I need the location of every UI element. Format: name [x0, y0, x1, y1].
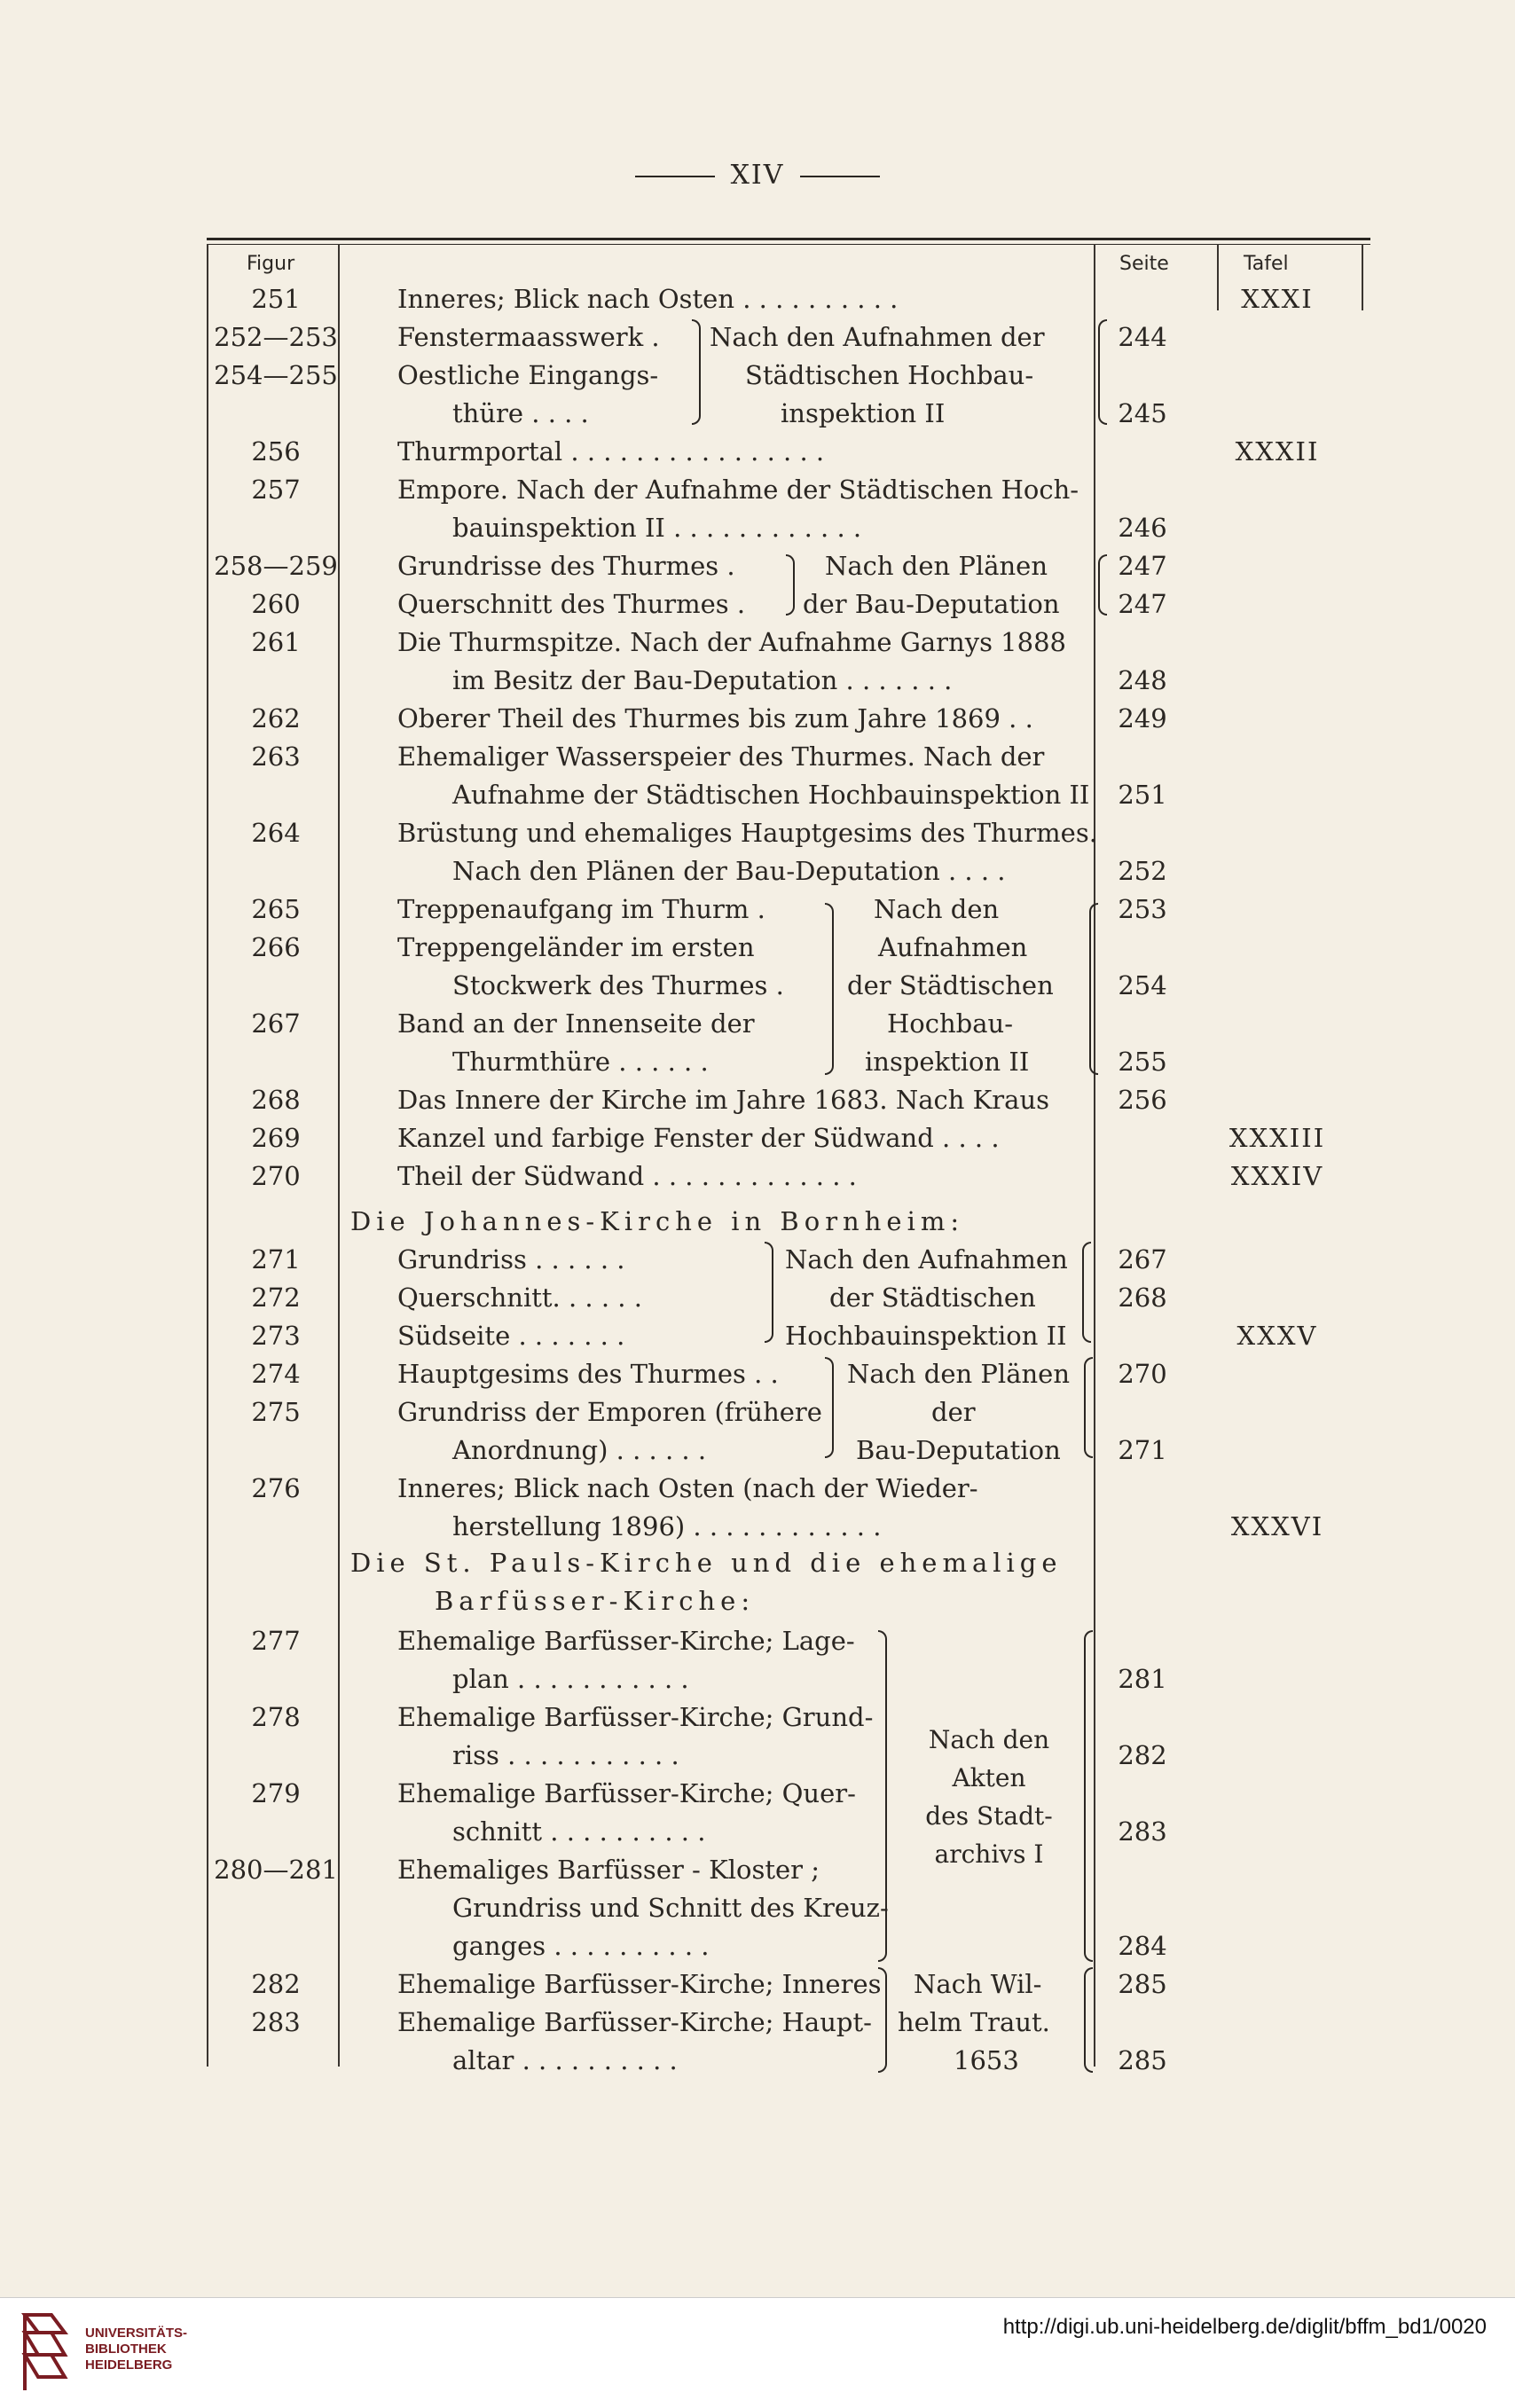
page-number-cell: 285: [1118, 2045, 1167, 2075]
page-number-cell: 282: [1118, 1740, 1167, 1770]
page-number-cell: 245: [1118, 398, 1167, 428]
table-row: [0, 665, 1515, 703]
table-row: [0, 1397, 1515, 1435]
figure-description: ganges . . . . . . . . . .: [452, 1931, 710, 1961]
table-row: [0, 1161, 1515, 1199]
figure-description: schnitt . . . . . . . . . .: [452, 1816, 706, 1847]
page-number-cell: 271: [1118, 1435, 1167, 1465]
plate-number: XXXIII: [1228, 1123, 1326, 1153]
figure-number: 278: [251, 1702, 301, 1732]
figure-source: inspektion II: [865, 1047, 1030, 1077]
table-row: [0, 856, 1515, 894]
brace: [1084, 1967, 1093, 2073]
figure-number: 272: [251, 1282, 301, 1313]
figure-description: Kanzel und farbige Fenster der Südwand . . . .: [397, 1123, 1000, 1153]
library-name-line3: HEIDELBERG: [85, 2357, 173, 2373]
section-heading-johannes: Die Johannes-Kirche in Bornheim:: [350, 1206, 965, 1236]
figure-number: 275: [251, 1397, 301, 1427]
library-name-line1: UNIVERSITÄTS-: [85, 2326, 188, 2341]
page-number-cell: 246: [1118, 513, 1167, 543]
brace: [878, 1967, 887, 2073]
table-row: [0, 1931, 1515, 1969]
figure-number: 258—259: [214, 551, 338, 581]
brace: [786, 554, 795, 616]
figure-description: Südseite . . . . . . .: [397, 1321, 625, 1351]
page-number-cell: 268: [1118, 1282, 1167, 1313]
figure-source: Städtischen Hochbau-: [745, 360, 1034, 390]
figure-description: Die Thurmspitze. Nach der Aufnahme Garnys 1888: [397, 627, 1066, 657]
figure-number: 277: [251, 1626, 301, 1656]
plate-number: XXXI: [1241, 284, 1314, 314]
figure-description: bauinspektion II . . . . . . . . . . . .: [452, 513, 862, 543]
viewer-footer: [0, 2297, 1515, 2408]
brace: [1089, 903, 1098, 1075]
table-row: [0, 703, 1515, 741]
header-seite: Seite: [1119, 253, 1169, 275]
figure-number: 280—281: [214, 1855, 338, 1885]
table-row: [0, 1435, 1515, 1473]
table-row: [0, 398, 1515, 436]
figure-number: 261: [251, 627, 301, 657]
table-row: [0, 1123, 1515, 1161]
page-number-cell: 267: [1118, 1244, 1167, 1275]
figure-number: 252—253: [214, 322, 338, 352]
figure-description: thüre . . . .: [452, 398, 589, 428]
figure-description: Inneres; Blick nach Osten (nach der Wieder-: [397, 1473, 978, 1503]
figure-description: Theil der Südwand . . . . . . . . . . . . .: [397, 1161, 857, 1191]
figure-description: Aufnahme der Städtischen Hochbauinspektion II: [452, 780, 1090, 810]
figure-source: Hochbauinspektion II: [785, 1321, 1067, 1351]
brace: [1084, 1357, 1093, 1458]
figure-description: Ehemalige Barfüsser-Kirche; Inneres: [397, 1969, 882, 1999]
figure-description: herstellung 1896) . . . . . . . . . . . .: [452, 1511, 882, 1541]
figure-number: 254—255: [214, 360, 338, 390]
library-name-line2: BIBLIOTHEK: [85, 2341, 167, 2357]
table-row: [0, 1282, 1515, 1321]
figure-number: 276: [251, 1473, 301, 1503]
figure-description: Treppengeländer im ersten: [397, 932, 755, 962]
figure-source: der: [931, 1397, 976, 1427]
page-number: XIV: [730, 160, 785, 191]
figure-source: Hochbau-: [887, 1008, 1013, 1039]
figure-description: Inneres; Blick nach Osten . . . . . . . . . .: [397, 284, 899, 314]
figure-description: Anordnung) . . . . . .: [452, 1435, 707, 1465]
table-row: [0, 1047, 1515, 1085]
table-row: [0, 627, 1515, 665]
figure-description: plan . . . . . . . . . . .: [452, 1664, 689, 1694]
table-row: [0, 1816, 1515, 1855]
figure-description: Hauptgesims des Thurmes . .: [397, 1359, 779, 1389]
plate-number: XXXVI: [1230, 1511, 1324, 1541]
table-row: [0, 1855, 1515, 1893]
figure-description: Nach den Plänen der Bau-Deputation . . . .: [452, 856, 1006, 886]
page-number-cell: 284: [1118, 1931, 1167, 1961]
table-row: [0, 1085, 1515, 1123]
page-number-cell: 247: [1118, 589, 1167, 619]
table-row: [0, 1893, 1515, 1931]
figure-source: der Städtischen: [847, 970, 1054, 1000]
figure-description: Oestliche Eingangs-: [397, 360, 659, 390]
table-row: [0, 1359, 1515, 1397]
ornament-left: [635, 176, 715, 177]
figure-description: Oberer Theil des Thurmes bis zum Jahre 1869 . .: [397, 703, 1033, 733]
page-number-cell: 249: [1118, 703, 1167, 733]
page-header: [0, 160, 1515, 191]
figure-number: 268: [251, 1085, 301, 1115]
figure-description: Grundriss der Emporen (frühere: [397, 1397, 822, 1427]
figure-number: 266: [251, 932, 301, 962]
brace: [825, 1357, 834, 1458]
figure-description: im Besitz der Bau-Deputation . . . . . . .: [452, 665, 953, 695]
figure-source: Nach den: [874, 894, 1000, 924]
figure-description: Ehemalige Barfüsser-Kirche; Lage-: [397, 1626, 855, 1656]
figure-description: altar . . . . . . . . . .: [452, 2045, 678, 2075]
header-figur: Figur: [247, 253, 295, 275]
figure-source: inspektion II: [781, 398, 946, 428]
figure-number: 274: [251, 1359, 301, 1389]
source-note-line: Akten: [952, 1763, 1026, 1792]
table-row: [0, 1740, 1515, 1778]
table-row: [0, 1778, 1515, 1816]
figure-description: Das Innere der Kirche im Jahre 1683. Nach Kraus: [397, 1085, 1050, 1115]
page-number-cell: 252: [1118, 856, 1167, 886]
table-row: [0, 2007, 1515, 2045]
figure-number: 264: [251, 818, 301, 848]
figure-source: 1653: [954, 2045, 1019, 2075]
figure-source: Nach den Aufnahmen: [785, 1244, 1068, 1275]
table-row: [0, 1511, 1515, 1549]
table-top-rule: [207, 238, 1370, 240]
page-number-cell: 247: [1118, 551, 1167, 581]
figure-number: 270: [251, 1161, 301, 1191]
section-heading-pauls: Die St. Pauls-Kirche und die ehemalige: [350, 1548, 1063, 1578]
figure-number: 262: [251, 703, 301, 733]
page-number-cell: 256: [1118, 1085, 1167, 1115]
page-number-cell: 281: [1118, 1664, 1167, 1694]
page-number-cell: 248: [1118, 665, 1167, 695]
source-note-akten: [900, 1721, 1078, 1873]
figure-number: 260: [251, 589, 301, 619]
figure-number: 283: [251, 2007, 301, 2037]
source-note-line: des Stadt-: [925, 1801, 1053, 1831]
figure-description: Querschnitt des Thurmes .: [397, 589, 746, 619]
figure-description: Ehemalige Barfüsser-Kirche; Quer-: [397, 1778, 856, 1808]
figure-number: 273: [251, 1321, 301, 1351]
library-name: [85, 2326, 187, 2373]
table-row: [0, 818, 1515, 856]
table-row: [0, 1702, 1515, 1740]
figure-source: Nach den Plänen: [825, 551, 1048, 581]
table-row: [0, 1626, 1515, 1664]
section-heading-barfuesser: Barfüsser-Kirche:: [435, 1586, 756, 1616]
figure-description: Thurmthüre . . . . . .: [452, 1047, 709, 1077]
table-row: [0, 589, 1515, 627]
figure-number: 269: [251, 1123, 301, 1153]
page-number-cell: 255: [1118, 1047, 1167, 1077]
source-note-line: archivs I: [934, 1839, 1044, 1869]
figure-number: 257: [251, 475, 301, 505]
table-row: [0, 1664, 1515, 1702]
brace: [878, 1630, 887, 1962]
brace: [1084, 1630, 1093, 1962]
table-row: [0, 741, 1515, 780]
table-row: [0, 780, 1515, 818]
figure-description: Grundrisse des Thurmes .: [397, 551, 735, 581]
figure-description: Ehemalige Barfüsser-Kirche; Haupt-: [397, 2007, 872, 2037]
table-row: [0, 1969, 1515, 2007]
figure-number: 279: [251, 1778, 301, 1808]
figure-number: 256: [251, 436, 301, 467]
figure-source: der Städtischen: [829, 1282, 1036, 1313]
page-number-cell: 254: [1118, 970, 1167, 1000]
figure-number: 263: [251, 741, 301, 772]
permalink-url[interactable]: http://digi.ub.uni-heidelberg.de/diglit/bffm_bd1/0020: [1002, 2315, 1487, 2339]
figure-number: 265: [251, 894, 301, 924]
figure-source: Aufnahmen: [878, 932, 1028, 962]
table-row: [0, 932, 1515, 970]
brace: [1098, 554, 1107, 616]
table-row: [0, 894, 1515, 932]
table-row: [0, 284, 1515, 322]
figure-description: Stockwerk des Thurmes .: [452, 970, 784, 1000]
figure-number: 251: [251, 284, 301, 314]
figure-source: Nach den Plänen: [847, 1359, 1071, 1389]
figure-description: Grundriss und Schnitt des Kreuz-: [452, 1893, 889, 1923]
table-row: [0, 2045, 1515, 2083]
table-row: [0, 436, 1515, 475]
page-number-cell: 244: [1118, 322, 1167, 352]
brace: [1098, 319, 1107, 425]
figure-description: Grundriss . . . . . .: [397, 1244, 625, 1275]
figure-source: Nach Wil-: [914, 1969, 1042, 1999]
figure-source: helm Traut.: [898, 2007, 1050, 2037]
figure-number: 267: [251, 1008, 301, 1039]
ornament-right: [800, 176, 880, 177]
source-note-line: Nach den: [928, 1725, 1050, 1754]
figure-description: Thurmportal . . . . . . . . . . . . . . . .: [397, 436, 825, 467]
figure-description: Band an der Innenseite der: [397, 1008, 755, 1039]
table-row: [0, 360, 1515, 398]
brace: [765, 1242, 773, 1343]
figure-description: Ehemaliger Wasserspeier des Thurmes. Nach der: [397, 741, 1045, 772]
page-number-cell: 251: [1118, 780, 1167, 810]
table-row: [0, 551, 1515, 589]
figure-description: Fenstermaasswerk .: [397, 322, 660, 352]
figure-source: Nach den Aufnahmen der: [710, 322, 1045, 352]
figure-number: 271: [251, 1244, 301, 1275]
figure-description: Brüstung und ehemaliges Hauptgesims des Thurmes.: [397, 818, 1097, 848]
page-number-cell: 285: [1118, 1969, 1167, 1999]
library-logo-icon: [16, 2306, 71, 2395]
table-row: [0, 970, 1515, 1008]
page-number-cell: 253: [1118, 894, 1167, 924]
table-row: [0, 513, 1515, 551]
brace: [692, 319, 701, 425]
page-number-cell: 283: [1118, 1816, 1167, 1847]
header-tafel: Tafel: [1244, 253, 1289, 275]
brace: [825, 903, 834, 1075]
figure-description: Querschnitt. . . . . .: [397, 1282, 642, 1313]
plate-number: XXXII: [1235, 436, 1320, 467]
plate-number: XXXIV: [1230, 1161, 1324, 1191]
table-top-rule-thin: [207, 244, 1370, 245]
brace: [1082, 1242, 1091, 1343]
table-row: [0, 1473, 1515, 1511]
table-row: [0, 322, 1515, 360]
figure-description: Ehemaliges Barfüsser - Kloster ;: [397, 1855, 820, 1885]
table-row: [0, 475, 1515, 513]
figure-description: Treppenaufgang im Thurm .: [397, 894, 765, 924]
figure-source: Bau-Deputation: [856, 1435, 1061, 1465]
figure-description: riss . . . . . . . . . . .: [452, 1740, 679, 1770]
figure-description: Ehemalige Barfüsser-Kirche; Grund-: [397, 1702, 874, 1732]
plate-number: XXXV: [1236, 1321, 1318, 1351]
figure-source: der Bau-Deputation: [803, 589, 1060, 619]
table-row: [0, 1321, 1515, 1359]
table-row: [0, 1244, 1515, 1282]
figure-description: Empore. Nach der Aufnahme der Städtischen Hoch-: [397, 475, 1079, 505]
page-number-cell: 270: [1118, 1359, 1167, 1389]
table-row: [0, 1008, 1515, 1047]
figure-number: 282: [251, 1969, 301, 1999]
